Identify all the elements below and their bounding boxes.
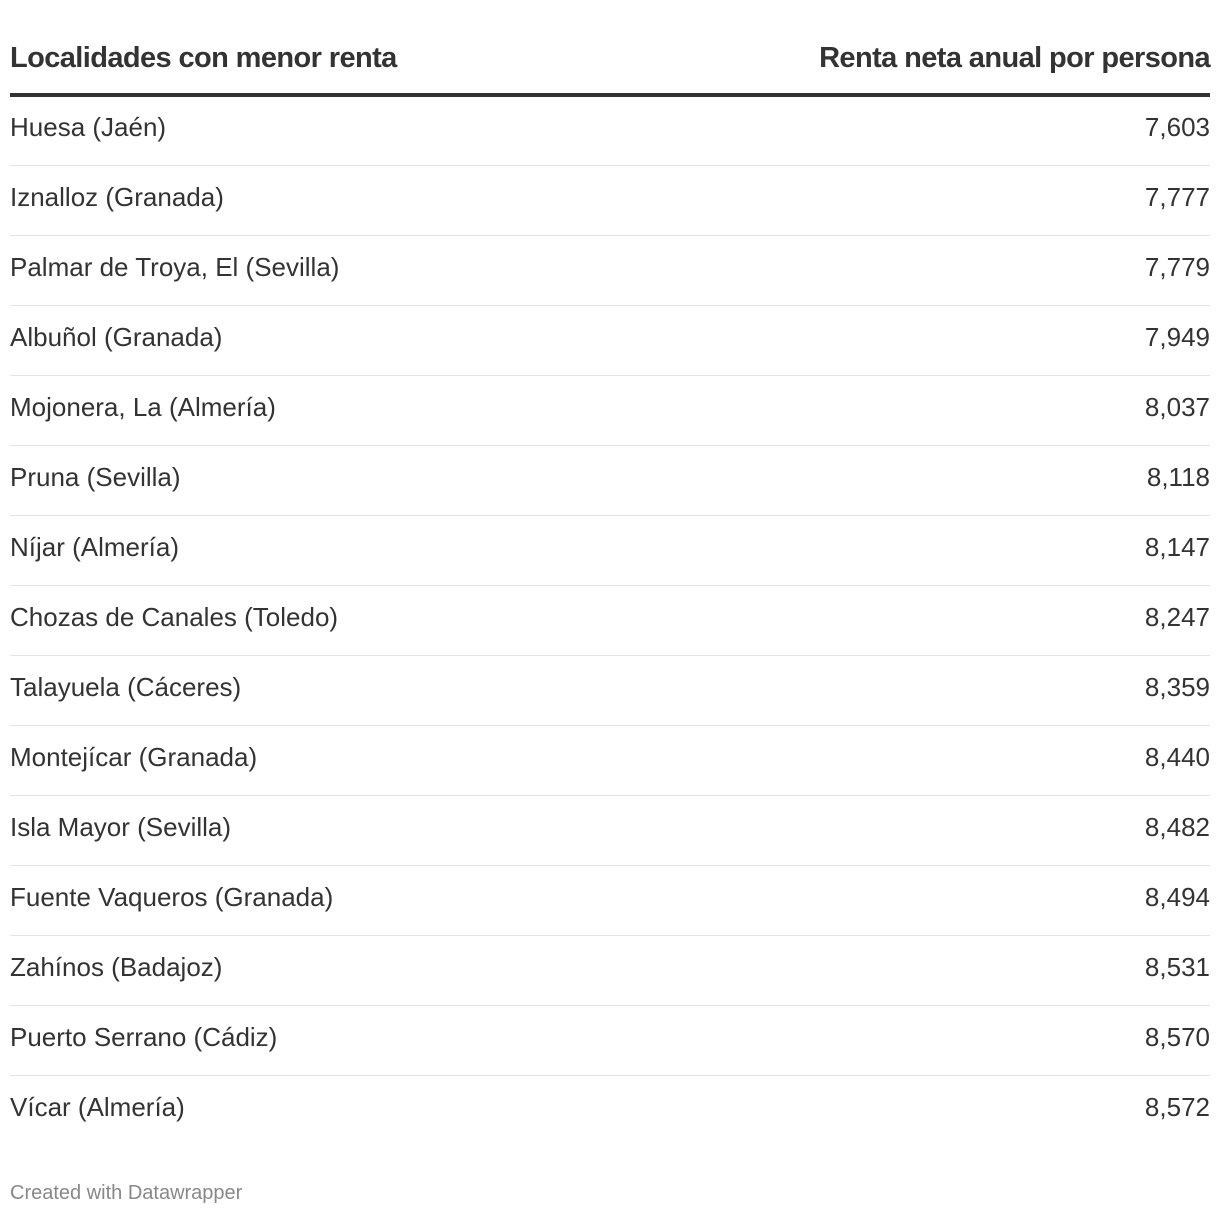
table-row bbox=[10, 375, 1210, 445]
locality-cell: Albuñol (Granada) bbox=[10, 305, 610, 375]
income-value-cell: 8,247 bbox=[610, 585, 1210, 655]
header-row bbox=[10, 0, 1210, 95]
table-row bbox=[10, 1005, 1210, 1075]
column-header-income: Renta neta anual por persona bbox=[610, 0, 1210, 95]
table-row bbox=[10, 725, 1210, 795]
table-row bbox=[10, 585, 1210, 655]
income-value-cell: 8,440 bbox=[610, 725, 1210, 795]
locality-cell: Vícar (Almería) bbox=[10, 1091, 185, 1122]
locality-cell: Fuente Vaqueros (Granada) bbox=[10, 865, 610, 935]
locality-cell: Montejícar (Granada) bbox=[10, 725, 610, 795]
income-value-cell: 7,777 bbox=[610, 165, 1210, 235]
locality-cell: Pruna (Sevilla) bbox=[10, 445, 610, 515]
table-row bbox=[10, 235, 1210, 305]
locality-cell: Chozas de Canales (Toledo) bbox=[10, 585, 610, 655]
table-row bbox=[10, 865, 1210, 935]
income-value-cell: 8,118 bbox=[610, 445, 1210, 515]
table-row bbox=[10, 95, 1210, 165]
table-row bbox=[10, 935, 1210, 1005]
income-value-cell: 7,603 bbox=[610, 95, 1210, 165]
table-row bbox=[10, 795, 1210, 865]
locality-cell: Palmar de Troya, El (Sevilla) bbox=[10, 235, 610, 305]
column-header-locality: Localidades con menor renta bbox=[10, 0, 610, 95]
locality-cell: Huesa (Jaén) bbox=[10, 95, 610, 165]
locality-cell: Zahínos (Badajoz) bbox=[10, 935, 610, 1005]
table-header bbox=[10, 0, 1210, 95]
table-row bbox=[10, 1075, 1210, 1145]
income-value-cell: 8,147 bbox=[610, 515, 1210, 585]
income-value-cell: 8,572 bbox=[1144, 1091, 1210, 1122]
table-row bbox=[10, 445, 1210, 515]
income-table bbox=[10, 0, 1210, 1145]
income-value-cell: 8,037 bbox=[610, 375, 1210, 445]
income-value-cell: 8,531 bbox=[610, 935, 1210, 1005]
locality-cell: Puerto Serrano (Cádiz) bbox=[10, 1005, 610, 1075]
locality-cell: Isla Mayor (Sevilla) bbox=[10, 795, 610, 865]
income-table-container bbox=[10, 0, 1210, 1145]
datawrapper-credit: Created with Datawrapper bbox=[10, 1182, 243, 1204]
locality-cell: Níjar (Almería) bbox=[10, 515, 610, 585]
income-value-cell: 8,359 bbox=[610, 655, 1210, 725]
table-body bbox=[10, 95, 1210, 1145]
income-value-cell: 8,570 bbox=[610, 1005, 1210, 1075]
locality-cell: Mojonera, La (Almería) bbox=[10, 375, 610, 445]
income-value-cell: 8,482 bbox=[610, 795, 1210, 865]
income-value-cell: 8,494 bbox=[610, 865, 1210, 935]
locality-cell: Iznalloz (Granada) bbox=[10, 165, 610, 235]
table-row bbox=[10, 515, 1210, 585]
table-row bbox=[10, 165, 1210, 235]
income-value-cell: 7,779 bbox=[610, 235, 1210, 305]
locality-cell: Talayuela (Cáceres) bbox=[10, 655, 610, 725]
table-row bbox=[10, 655, 1210, 725]
table-row bbox=[10, 305, 1210, 375]
income-value-cell: 7,949 bbox=[610, 305, 1210, 375]
